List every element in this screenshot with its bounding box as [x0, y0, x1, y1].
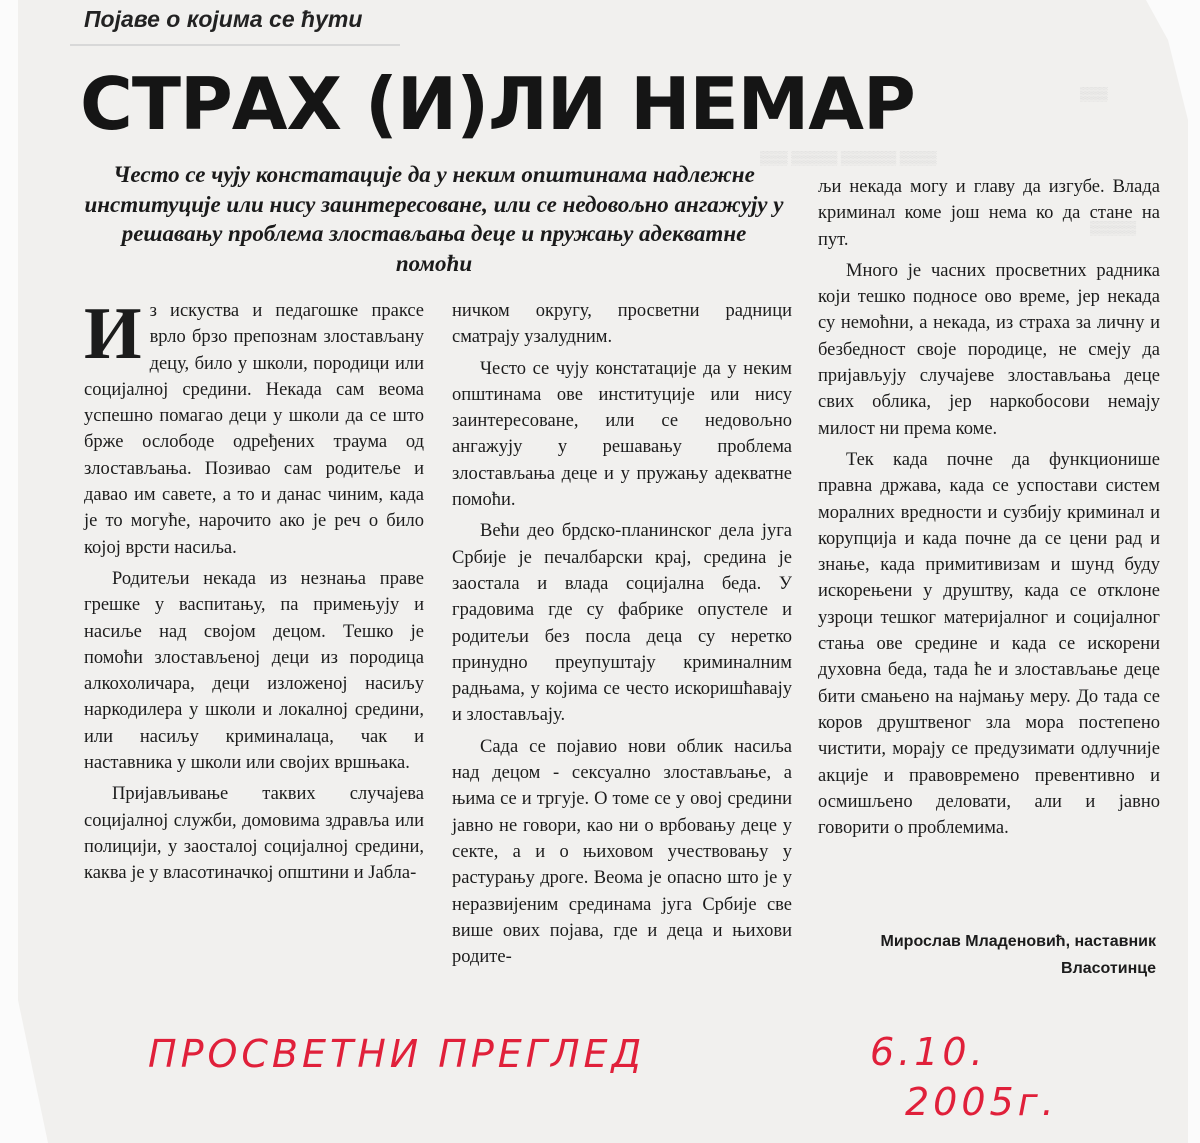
- paragraph: Често се чују констатације да у неким општинама ове институције или нису заинтересоване, или се недовољно ангажују у решавању проблема злостављања деце и у пружању адекватне помоћи.: [452, 358, 792, 511]
- paragraph: Много је часних просветних радника који тешко подносе ово време, јер некада су немоћни, а некада, из страха за личну и безбедност своје породице, не смеју да пријављују случајеве злостављања деце свих облика, јер наркобосови немају милост ни према коме.: [818, 260, 1160, 439]
- bleed-through: ▒▒▒ ▒▒▒▒▒ ▒▒▒▒▒▒ ▒▒▒▒: [760, 150, 937, 165]
- paragraph: Већи део брдско-планинског дела југа Србије је печалбарски крај, средина је заостала и влада социјална беда. У градовима где су фабрике опустеле и родитељи без посла деца су неретко принудно преупуштају криминалним радњама, у којима се често искоришћавају и злостављају.: [452, 521, 792, 726]
- article-headline: СТРАХ (И)ЛИ НЕМАР: [80, 62, 915, 146]
- bleed-through: ▒▒▒▒▒: [1090, 220, 1137, 235]
- article-column-3: [818, 174, 1160, 841]
- handwritten-date-day: 6.10.: [870, 1030, 987, 1074]
- handwritten-source: ПРОСВЕТНИ ПРЕГЛЕД: [148, 1032, 646, 1076]
- paragraph: Сада се појавио нови облик насиља над децом - сексуално злостављање, а њима се и тргује. О томе се у овој средини јавно не говори, као ни о врбовању деце у секте, а и о њиховом учествовању у растурању дроге. Веома је опасно што је у неразвијеним срединама југа Србије све више ових појава, где и деца и њихови родите-: [452, 736, 792, 968]
- article-column-1: [84, 293, 424, 887]
- paragraph: Тек када почне да функционише правна држава, када се успостави систем моралних вредности и сузбију криминал и корупција и када почне да се цени рад и знање, када примитивизам и шунд буду искорењени у друштву, када се отклоне узроци тешког материјалног и социјалног стања ове средине и када се искорени духовна беда, тада ће и злостављање деце бити смањено на најмању меру. До тада се коров друштвеног зла мора постепено чистити, морају се предузимати одлучније акције и правовремено превентивно и осмишљено деловати, али и јавно говорити о проблемима.: [818, 449, 1160, 839]
- paragraph: ничком округу, просветни радници сматрају узалудним.: [452, 301, 792, 348]
- author-signature: [881, 928, 1157, 982]
- paragraph: [84, 293, 424, 561]
- author-name: Мирослав Младеновић, наставник: [880, 933, 1156, 950]
- paragraph-text: з искуства и педагошке праксе врло брзо препознам злостављану децу, било у школи, породици или социјалној средини. Некада сам веома успешно помагао деци у школи да се што брже ослободе одређених траума од злостављања. Позивао сам родитеље и давао им савете, а то и данас чиним, када је то могуће, нарочито ако је реч о било којој врсти насиља.: [84, 301, 424, 558]
- author-place: Власотинце: [1061, 960, 1156, 977]
- kicker-rule: [70, 44, 400, 46]
- paragraph: љи некада могу и главу да изгубе. Влада криминал коме још нема ко да стане на пут.: [818, 177, 1160, 250]
- paragraph: Родитељи некада из незнања праве грешке у васпитању, па примењују и насиље над својом децом. Тешко је помоћи злостављеној деци из породица алкохоличара, деци изложеној насиљу наркодилера у школи и локалној средини, или насиљу криминалаца, чак и наставника у школи или својих вршњака.: [84, 568, 424, 774]
- article-column-2: [452, 298, 792, 970]
- article-lead: Често се чују констатације да у неким општинама надлежне институције или нису заинтересоване, или се недовољно ангажују у решавању проблема злостављања деце и пружању адекватне помоћи: [84, 162, 784, 276]
- drop-cap: И: [84, 293, 142, 375]
- article-kicker: Појаве о којима се ћути: [84, 6, 363, 32]
- handwritten-date-year: 2005г.: [905, 1080, 1058, 1124]
- paragraph: Пријављивање таквих случајева социјалној служби, домовима здравља или полицији, у заосталој социјалној средини, каква је у власотиначкој општини и Јабла-: [84, 784, 424, 884]
- bleed-through: ▒▒▒: [1080, 86, 1108, 101]
